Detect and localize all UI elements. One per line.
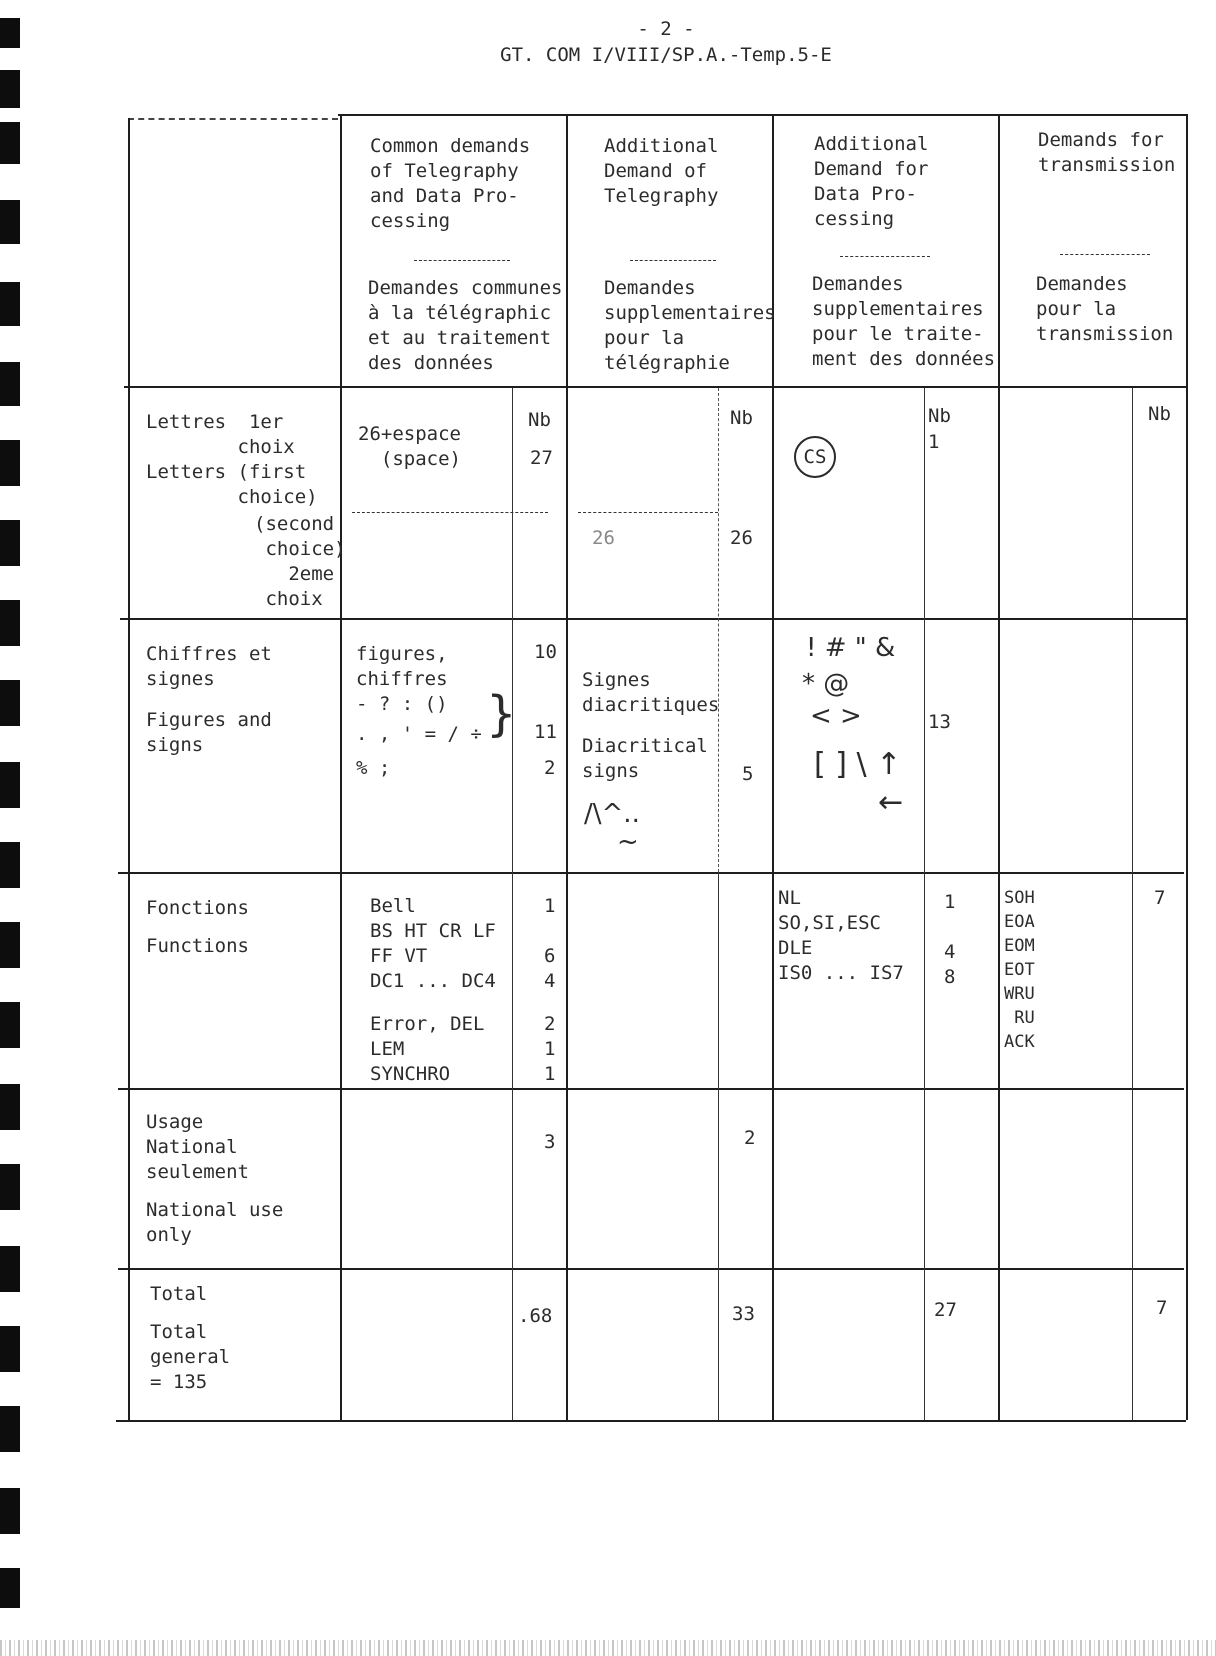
header-data-fr: Demandes supplementaires pour le traite- ment des données [812, 273, 996, 370]
functions-common-value-2: Error, DEL LEM SYNCHRO [370, 1013, 485, 1085]
figures-data-symbols-4: [ ] \ ↑ [814, 747, 902, 782]
letters-data-cs-circle: CS [794, 436, 836, 478]
national-common-nb: 3 [544, 1131, 556, 1153]
figures-common-nb-3: 2 [544, 757, 556, 779]
figures-common-symbols-1: - ? : () [356, 693, 448, 715]
figures-common-nb-1: 10 [534, 641, 557, 663]
functions-transmission-nb: 7 [1154, 887, 1166, 909]
figures-common-value: figures, chiffres [356, 643, 448, 690]
diacritical-symbols: /\^.. ~ [584, 799, 640, 857]
figures-data-symbols-1: ! # " & [806, 633, 896, 663]
nb-header-common: Nb [528, 409, 551, 431]
row-functions-label-fr: Fonctions [146, 897, 249, 919]
header-data-en: Additional Demand for Data Pro- cessing [814, 133, 929, 230]
figures-data-nb: 13 [928, 711, 951, 733]
row-letters-label-fr: Lettres 1er choix [146, 411, 295, 458]
row-total-label: Total [150, 1283, 208, 1305]
nb-header-transmission: Nb [1148, 403, 1171, 425]
letters-common-nb: 27 [530, 447, 553, 469]
figures-common-symbols-3: % ; [356, 757, 391, 779]
nb-header-telegraphy: Nb [730, 407, 753, 429]
figures-telegraphy-nb: 5 [742, 763, 754, 785]
functions-common-nb: 1 6 4 [544, 895, 556, 992]
figures-data-symbols-2: * @ [802, 669, 850, 699]
header-common-en: Common demands of Telegraphy and Data Pro- cessing [370, 135, 531, 232]
figures-telegraphy-fr: Signes diacritiques [582, 669, 720, 716]
brace-icon: } [486, 686, 517, 742]
figures-data-symbols-3: < > [810, 701, 862, 731]
scan-edge-noise [0, 1640, 1216, 1656]
row-total-general-label: Total general = 135 [150, 1321, 231, 1393]
total-common-nb: .68 [518, 1305, 553, 1327]
row-letters-label-second: (second choice) 2eme choix [254, 513, 346, 610]
row-figures-label-en: Figures and signs [146, 709, 272, 756]
document-reference: GT. COM I/VIII/SP.A.-Temp.5-E [500, 44, 832, 66]
letters-telegraphy-value: 26 [592, 527, 615, 549]
total-telegraphy-nb: 33 [732, 1303, 755, 1325]
figures-common-nb-2: 11 [534, 721, 557, 743]
header-common-fr: Demandes communes à la télégraphic et au traitement des données [368, 277, 563, 374]
figures-common-symbols-2: . , ' = / ÷ [356, 723, 482, 745]
functions-data-nb: 1 4 8 [944, 891, 956, 988]
header-transmission-en: Demands for transmission [1038, 129, 1176, 176]
figures-telegraphy-en: Diacritical signs [582, 735, 708, 782]
row-national-label-en: National use only [146, 1199, 284, 1246]
functions-transmission-value: SOH EOA EOM EOT WRU RU ACK [1004, 888, 1035, 1052]
functions-common-nb-2: 2 1 1 [544, 1013, 556, 1085]
row-figures-label-fr: Chiffres et signes [146, 643, 272, 690]
row-functions-label-en: Functions [146, 935, 249, 957]
letters-telegraphy-nb: 26 [730, 527, 753, 549]
letters-data-nb: 1 [928, 431, 940, 453]
total-data-nb: 27 [934, 1299, 957, 1321]
row-letters-label-en: Letters (first choice) [146, 461, 318, 508]
header-transmission-fr: Demandes pour la transmission [1036, 273, 1174, 345]
figures-data-symbols-5: ← [878, 785, 904, 820]
page-number: - 2 - [637, 18, 695, 40]
header-telegraphy-en: Additional Demand of Telegraphy [604, 135, 719, 207]
national-telegraphy-nb: 2 [744, 1127, 756, 1149]
row-national-label-fr: Usage National seulement [146, 1111, 249, 1183]
letters-common-value: 26+espace (space) [358, 423, 461, 470]
functions-data-value: NL SO,SI,ESC DLE IS0 ... IS7 [778, 887, 904, 984]
nb-header-data: Nb [928, 405, 951, 427]
header-telegraphy-fr: Demandes supplementaires pour la télégraphie [604, 277, 776, 374]
functions-common-value: Bell BS HT CR LF FF VT DC1 ... DC4 [370, 895, 496, 992]
total-transmission-nb: 7 [1156, 1297, 1168, 1319]
